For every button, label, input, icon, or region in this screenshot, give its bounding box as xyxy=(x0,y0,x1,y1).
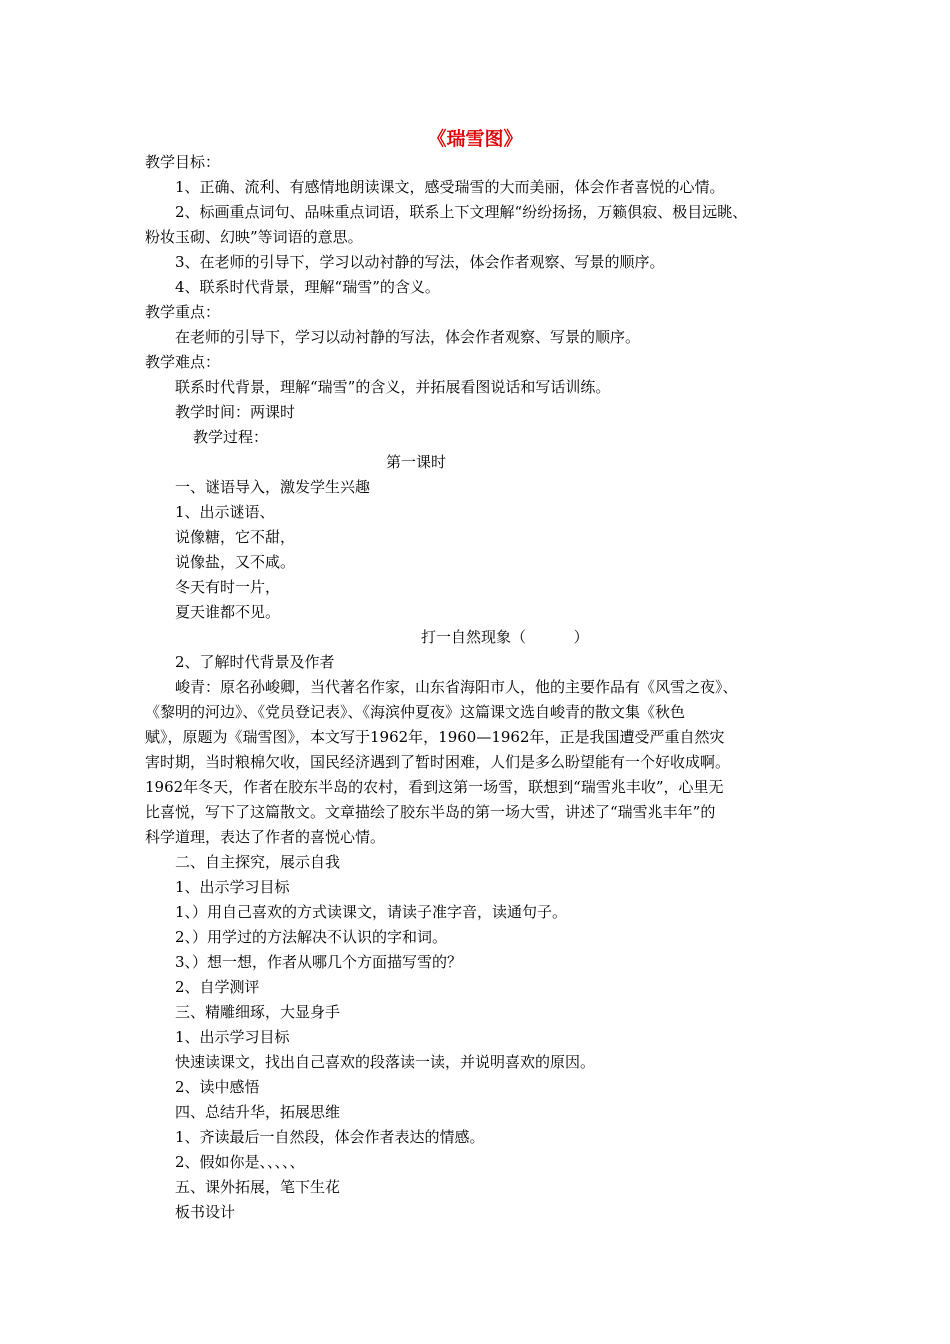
section-3-heading: 三、精雕细琢，大显身手 xyxy=(175,1003,341,1021)
key-point-text: 在老师的引导下，学习以动衬静的写法，体会作者观察、写景的顺序。 xyxy=(175,328,641,346)
list-item: 3、）想一想，作者从哪几个方面描写雪的？ xyxy=(175,953,463,971)
objective-3: 3、在老师的引导下，学习以动衬静的写法，体会作者观察、写景的顺序。 xyxy=(175,253,665,271)
heading-key-points: 教学重点： xyxy=(145,303,221,321)
list-item: 2、自学测评 xyxy=(175,978,260,996)
list-item: 2、读中感悟 xyxy=(175,1078,260,1096)
section-1-heading: 一、谜语导入，激发学生兴趣 xyxy=(175,478,371,496)
author-paragraph: 《黎明的河边》、《党员登记表》、《海滨仲夏夜》这篇课文选自峻青的散文集《秋色 xyxy=(145,703,686,721)
board-design-heading: 板书设计 xyxy=(175,1203,236,1221)
list-item: 2、假如你是、、、、、 xyxy=(175,1153,305,1171)
list-item: 2、）用学过的方法解决不认识的字和词。 xyxy=(175,928,448,946)
difficulty-text: 联系时代背景，理解“瑞雪”的含义，并拓展看图说话和写话训练。 xyxy=(175,378,611,396)
section-5-heading: 五、课外拓展，笔下生花 xyxy=(175,1178,341,1196)
heading-process: 教学过程： xyxy=(193,428,269,446)
author-paragraph: 害时期，当时粮棉欠收，国民经济遇到了暂时困难，人们是多么盼望能有一个好收成啊。 xyxy=(145,753,731,771)
list-item: 2、了解时代背景及作者 xyxy=(175,653,335,671)
heading-objectives: 教学目标： xyxy=(145,153,221,171)
riddle-line: 冬天有时一片， xyxy=(175,578,281,596)
list-item: 快速读课文，找出自己喜欢的段落读一读，并说明喜欢的原因。 xyxy=(175,1053,596,1071)
riddle-line: 说像盐，又不咸。 xyxy=(175,553,296,571)
list-item: 1、齐读最后一自然段，体会作者表达的情感。 xyxy=(175,1128,485,1146)
objective-2: 2、标画重点词句、品味重点词语，联系上下文理解“纷纷扬扬，万籁俱寂、极目远眺、 xyxy=(175,203,748,221)
teaching-time: 教学时间：两课时 xyxy=(175,403,296,421)
document-title: 《瑞雪图》 xyxy=(427,128,523,150)
riddle-answer-prompt: 打一自然现象（ ） xyxy=(421,628,589,646)
list-item: 1、）用自己喜欢的方式读课文，请读子准字音，读通句子。 xyxy=(175,903,568,921)
author-paragraph: 峻青：原名孙峻卿，当代著名作家，山东省海阳市人，他的主要作品有《风雪之夜》、 xyxy=(175,678,738,696)
objective-2-cont: 粉妆玉砌、幻映”等词语的意思。 xyxy=(145,228,363,246)
list-item: 1、出示学习目标 xyxy=(175,878,290,896)
section-2-heading: 二、自主探究，展示自我 xyxy=(175,853,341,871)
author-paragraph: 1962年冬天，作者在胶东半岛的农村，看到这第一场雪，联想到“瑞雪兆丰收”，心里无 xyxy=(145,778,724,796)
list-item: 1、出示谜语、 xyxy=(175,503,275,521)
list-item: 1、出示学习目标 xyxy=(175,1028,290,1046)
author-paragraph: 赋》，原题为《瑞雪图》，本文写于1962年，1960—1962年，正是我国遭受严重自然灾 xyxy=(145,728,725,746)
section-4-heading: 四、总结升华，拓展思维 xyxy=(175,1103,341,1121)
heading-difficulties: 教学难点： xyxy=(145,353,221,371)
author-paragraph: 科学道理，表达了作者的喜悦心情。 xyxy=(145,828,386,846)
objective-1: 1、正确、流利、有感情地朗读课文，感受瑞雪的大而美丽，体会作者喜悦的心情。 xyxy=(175,178,725,196)
author-paragraph: 比喜悦，写下了这篇散文。文章描绘了胶东半岛的第一场大雪，讲述了“瑞雪兆丰年”的 xyxy=(145,803,716,821)
objective-4: 4、联系时代背景，理解“瑞雪”的含义。 xyxy=(175,278,440,296)
riddle-line: 夏天谁都不见。 xyxy=(175,603,281,621)
riddle-line: 说像糖，它不甜， xyxy=(175,528,296,546)
session-heading: 第一课时 xyxy=(386,453,447,471)
